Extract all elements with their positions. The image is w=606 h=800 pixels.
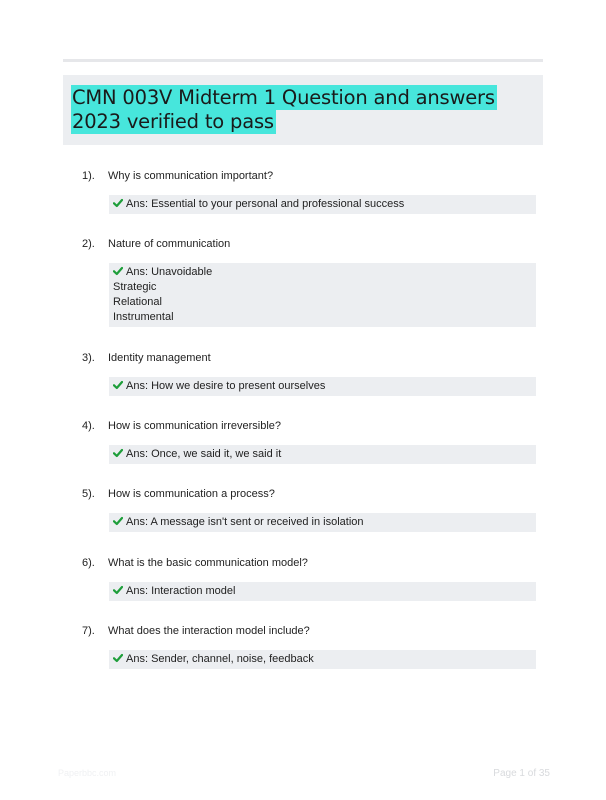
answer-text: Ans: A message isn't sent or received in isolation	[126, 516, 364, 528]
answer-line	[113, 265, 534, 280]
answer-line	[113, 584, 534, 599]
top-divider	[63, 59, 543, 62]
question-text: What is the basic communication model?	[108, 557, 308, 569]
answer-box	[109, 513, 536, 532]
answer-line: Strategic	[113, 281, 157, 293]
answer-box	[109, 377, 536, 396]
document-title-highlight: CMN 003V Midterm 1 Question and answers 2023 verified to pass	[72, 86, 495, 133]
answer-text: Ans: Once, we said it, we said it	[126, 448, 282, 460]
question-number: 6).	[82, 557, 95, 569]
question-number: 2).	[82, 238, 95, 250]
question-number: 5).	[82, 488, 95, 500]
answer-line: Relational	[113, 296, 162, 308]
question-text: How is communication irreversible?	[108, 420, 282, 432]
answer-line: Instrumental	[113, 311, 174, 323]
answer-line	[113, 515, 534, 530]
answer-line	[113, 447, 534, 462]
question-number: 1).	[82, 170, 95, 182]
checkmark-icon	[113, 448, 123, 458]
checkmark-icon	[113, 585, 123, 595]
question-number: 3).	[82, 352, 95, 364]
answer-box	[109, 263, 536, 327]
title-banner	[63, 75, 543, 145]
answer-box	[109, 445, 536, 464]
question-number: 7).	[82, 625, 95, 637]
answer-text: Ans: Sender, channel, noise, feedback	[126, 653, 314, 665]
page-number: Page 1 of 35	[493, 768, 550, 779]
footer-watermark: Paperbbc.com	[58, 768, 117, 778]
answer-line	[113, 197, 534, 212]
answer-text: Ans: Unavoidable	[126, 266, 213, 278]
checkmark-icon	[113, 266, 123, 276]
question-number: 4).	[82, 420, 95, 432]
answer-text: Ans: Essential to your personal and professional success	[126, 198, 405, 210]
answer-box	[109, 650, 536, 669]
answer-line	[113, 652, 534, 667]
document-title	[71, 86, 511, 133]
checkmark-icon	[113, 653, 123, 663]
answer-box	[109, 195, 536, 214]
checkmark-icon	[113, 380, 123, 390]
checkmark-icon	[113, 198, 123, 208]
question-text: Identity management	[108, 352, 211, 364]
answer-text: Ans: Interaction model	[126, 585, 236, 597]
answer-line	[113, 379, 534, 394]
answer-box	[109, 582, 536, 601]
question-text: Nature of communication	[108, 238, 231, 250]
question-text: What does the interaction model include?	[108, 625, 310, 637]
question-text: How is communication a process?	[108, 488, 275, 500]
question-text: Why is communication important?	[108, 170, 274, 182]
answer-text: Ans: How we desire to present ourselves	[126, 380, 326, 392]
checkmark-icon	[113, 516, 123, 526]
